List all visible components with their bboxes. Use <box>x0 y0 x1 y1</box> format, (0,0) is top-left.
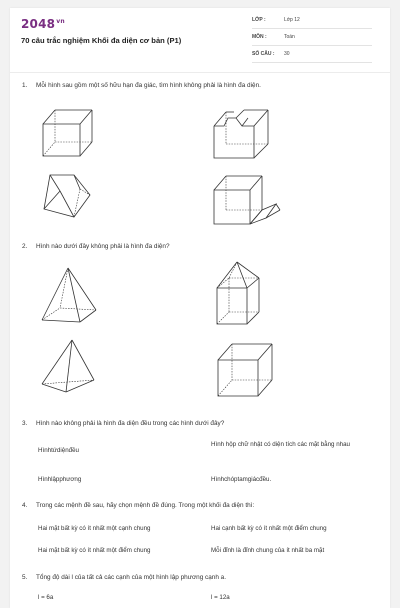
question-number: 3. <box>22 420 28 427</box>
q4-option-b[interactable]: Hai cạnh bất kỳ có ít nhất một điểm chung <box>211 525 327 532</box>
q2-figure-b-cube-with-pyramid[interactable] <box>213 258 265 328</box>
question-3 <box>22 420 224 427</box>
header-divider <box>10 72 390 73</box>
q4-option-a[interactable]: Hai mặt bất kỳ có ít nhất một cạnh chung <box>38 525 151 532</box>
q1-figure-a-cube[interactable] <box>40 104 96 158</box>
meta-row-subject <box>252 33 372 46</box>
worksheet-header <box>10 8 390 72</box>
question-1 <box>22 82 261 89</box>
question-text: Mỗi hình sau gồm một số hữu hạn đa giác, tìm hình không phải là hình đa diện. <box>36 82 261 89</box>
q3-option-c[interactable]: Hìnhlậpphương <box>38 476 82 483</box>
question-5 <box>22 574 226 581</box>
q5-option-b[interactable]: l = 12a <box>211 594 230 601</box>
q4-option-c[interactable]: Hai mặt bất kỳ có ít nhất một điểm chung <box>38 547 151 554</box>
document-title: 70 câu trắc nghiệm Khối đa diện cơ bản (P1) <box>21 36 182 45</box>
meta-value: Toán <box>284 34 295 40</box>
question-number: 5. <box>22 574 28 581</box>
meta-value: Lớp 12 <box>284 17 300 23</box>
question-text: Hình nào không phải là hình đa diện đều trong các hình dưới đây? <box>36 420 225 427</box>
q5-option-a[interactable]: l = 6a <box>38 594 54 601</box>
q3-option-a[interactable]: Hìnhtứdiệnđều <box>38 447 79 454</box>
question-2 <box>22 243 170 250</box>
q2-figure-a-pyramid[interactable] <box>38 264 100 326</box>
question-4 <box>22 502 254 509</box>
q1-figure-d-cube-with-flap[interactable] <box>210 168 284 228</box>
question-text: Tổng độ dài l của tất cả các cạnh của một hình lập phương cạnh a. <box>36 574 227 581</box>
document-meta <box>252 16 372 67</box>
site-logo[interactable]: $2048^{vn}$ <box>21 17 65 31</box>
question-number: 1. <box>22 82 28 89</box>
q3-option-d[interactable]: Hìnhchóptamgiácđều. <box>211 476 272 483</box>
q3-option-b[interactable]: Hình hộp chữ nhật có diện tích các mặt bằng nhau <box>211 441 350 448</box>
question-number: 4. <box>22 502 28 509</box>
meta-label: MÔN : <box>252 34 267 40</box>
question-number: 2. <box>22 243 28 250</box>
question-text: Trong các mệnh đề sau, hãy chọn mệnh đề đúng. Trong một khối đa diện thì: <box>36 502 255 509</box>
meta-label: SỐ CÂU : <box>252 51 275 57</box>
meta-row-grade <box>252 16 372 29</box>
q1-figure-c-frustum[interactable] <box>40 171 96 221</box>
worksheet-page <box>10 8 390 608</box>
meta-row-count <box>252 50 372 63</box>
question-text: Hình nào dưới đây không phải là hình đa diện? <box>36 243 170 250</box>
q4-option-d[interactable]: Mỗi đỉnh là đỉnh chung của ít nhất ba mặt <box>211 547 325 554</box>
q2-figure-d-cube[interactable] <box>214 338 276 400</box>
q1-figure-b-notched-cube[interactable] <box>210 104 274 162</box>
meta-value: 30 <box>284 51 290 57</box>
q2-figure-c-tetrahedron[interactable] <box>38 336 98 396</box>
meta-label: LỚP : <box>252 17 266 23</box>
